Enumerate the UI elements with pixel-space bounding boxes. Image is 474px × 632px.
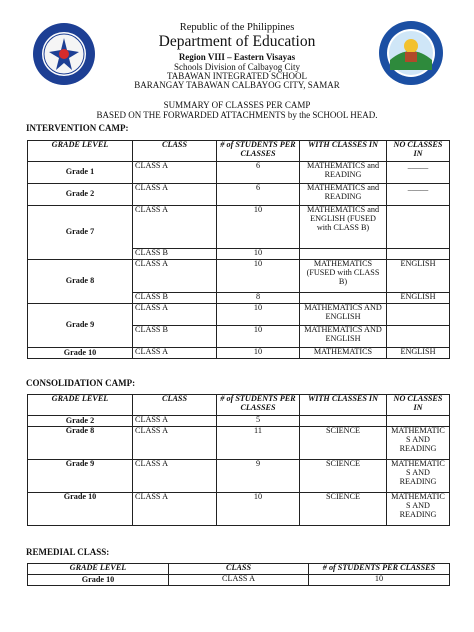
with-classes-cell: MATHEMATICS and READING	[300, 184, 387, 206]
grade-cell: Grade 1	[28, 162, 133, 184]
class-cell: CLASS A	[133, 348, 217, 359]
with-classes-cell: MATHEMATICS	[300, 348, 387, 359]
grade-cell: Grade 2	[28, 416, 133, 427]
header-department: Department of Education	[158, 33, 316, 50]
column-header: NO CLASSES IN	[387, 395, 450, 416]
header-region: Region VIII – Eastern Visayas	[178, 52, 296, 62]
class-cell: CLASS B	[133, 326, 217, 348]
no-classes-cell	[387, 206, 450, 249]
table-row	[28, 162, 450, 184]
students-cell: 10	[217, 206, 300, 249]
class-cell: CLASS A	[133, 460, 217, 493]
column-header: CLASS	[169, 564, 309, 575]
table-row	[28, 575, 450, 586]
with-classes-cell: SCIENCE	[300, 427, 387, 460]
with-classes-cell	[300, 416, 387, 427]
students-cell: 9	[217, 460, 300, 493]
class-cell: CLASS A	[133, 162, 217, 184]
students-cell: 10	[217, 260, 300, 293]
class-cell: CLASS A	[169, 575, 309, 586]
no-classes-cell	[387, 304, 450, 326]
column-header: GRADE LEVEL	[28, 141, 133, 162]
students-cell: 10	[217, 326, 300, 348]
with-classes-cell: MATHEMATICS AND ENGLISH	[300, 304, 387, 326]
students-cell: 10	[309, 575, 450, 586]
with-classes-cell	[300, 249, 387, 260]
column-header: # of STUDENTS PER CLASSES	[309, 564, 450, 575]
grade-cell: Grade 7	[28, 206, 133, 260]
students-cell: 6	[217, 162, 300, 184]
table-row	[28, 348, 450, 359]
class-cell: CLASS A	[133, 304, 217, 326]
no-classes-cell: MATHEMATIC S AND READING	[387, 427, 450, 460]
no-classes-cell	[387, 326, 450, 348]
grade-cell: Grade 8	[28, 260, 133, 304]
grade-cell: Grade 2	[28, 184, 133, 206]
no-classes-cell: MATHEMATIC S AND READING	[387, 493, 450, 526]
class-cell: CLASS B	[133, 293, 217, 304]
with-classes-cell: SCIENCE	[300, 460, 387, 493]
grade-cell: Grade 10	[28, 493, 133, 526]
students-cell: 10	[217, 348, 300, 359]
with-classes-cell: SCIENCE	[300, 493, 387, 526]
summary-title: SUMMARY OF CLASSES PER CAMP	[163, 100, 311, 110]
column-header: WITH CLASSES IN	[300, 395, 387, 416]
grade-cell: Grade 10	[28, 575, 169, 586]
table-header-row	[28, 395, 450, 416]
header-division: Schools Division of Calbayog City	[174, 62, 300, 72]
summary-subtitle: BASED ON THE FORWARDED ATTACHMENTS by the SCHOOL HEAD.	[96, 110, 378, 120]
class-cell: CLASS A	[133, 260, 217, 293]
students-cell: 10	[217, 493, 300, 526]
table-row	[28, 460, 450, 493]
class-cell: CLASS A	[133, 184, 217, 206]
column-header: # of STUDENTS PER CLASSES	[217, 141, 300, 162]
with-classes-cell: MATHEMATICS AND ENGLISH	[300, 326, 387, 348]
remedial-title: REMEDIAL CLASS:	[26, 547, 110, 557]
no-classes-cell: _____	[387, 162, 450, 184]
table-row	[28, 493, 450, 526]
class-cell: CLASS A	[133, 206, 217, 249]
header-school: TABAWAN INTEGRATED SCHOOL	[166, 71, 308, 81]
students-cell: 11	[217, 427, 300, 460]
column-header: GRADE LEVEL	[28, 395, 133, 416]
intervention-table	[27, 140, 450, 359]
column-header: NO CLASSES IN	[387, 141, 450, 162]
grade-cell: Grade 10	[28, 348, 133, 359]
table-row	[28, 260, 450, 293]
with-classes-cell: MATHEMATICS (FUSED with CLASS B)	[300, 260, 387, 293]
grade-cell: Grade 8	[28, 427, 133, 460]
consolidation-title: CONSOLIDATION CAMP:	[26, 378, 136, 388]
class-cell: CLASS B	[133, 249, 217, 260]
class-cell: CLASS A	[133, 427, 217, 460]
table-row	[28, 184, 450, 206]
consolidation-table	[27, 394, 450, 526]
no-classes-cell: ENGLISH	[387, 348, 450, 359]
students-cell: 10	[217, 249, 300, 260]
header-barangay: BARANGAY TABAWAN CALBAYOG CITY, SAMAR	[134, 80, 340, 90]
grade-cell: Grade 9	[28, 460, 133, 493]
students-cell: 8	[217, 293, 300, 304]
column-header: GRADE LEVEL	[28, 564, 169, 575]
class-cell: CLASS A	[133, 493, 217, 526]
no-classes-cell: _____	[387, 184, 450, 206]
grade-cell: Grade 9	[28, 304, 133, 348]
no-classes-cell	[387, 416, 450, 427]
table-header-row	[28, 564, 450, 575]
no-classes-cell	[387, 249, 450, 260]
students-cell: 6	[217, 184, 300, 206]
column-header: WITH CLASSES IN	[300, 141, 387, 162]
no-classes-cell: ENGLISH	[387, 293, 450, 304]
class-cell: CLASS A	[133, 416, 217, 427]
no-classes-cell: MATHEMATIC S AND READING	[387, 460, 450, 493]
table-row	[28, 206, 450, 249]
column-header: # of STUDENTS PER CLASSES	[217, 395, 300, 416]
students-cell: 5	[217, 416, 300, 427]
with-classes-cell: MATHEMATICS and READING	[300, 162, 387, 184]
header-republic: Republic of the Philippines	[179, 22, 295, 33]
intervention-title: INTERVENTION CAMP:	[26, 123, 129, 133]
remedial-table	[27, 563, 450, 586]
no-classes-cell: ENGLISH	[387, 260, 450, 293]
column-header: CLASS	[133, 141, 217, 162]
with-classes-cell: MATHEMATICS and ENGLISH (FUSED with CLASS B)	[300, 206, 387, 249]
with-classes-cell	[300, 293, 387, 304]
table-row	[28, 427, 450, 460]
column-header: CLASS	[133, 395, 217, 416]
table-header-row	[28, 141, 450, 162]
table-row	[28, 304, 450, 326]
students-cell: 10	[217, 304, 300, 326]
table-row	[28, 416, 450, 427]
